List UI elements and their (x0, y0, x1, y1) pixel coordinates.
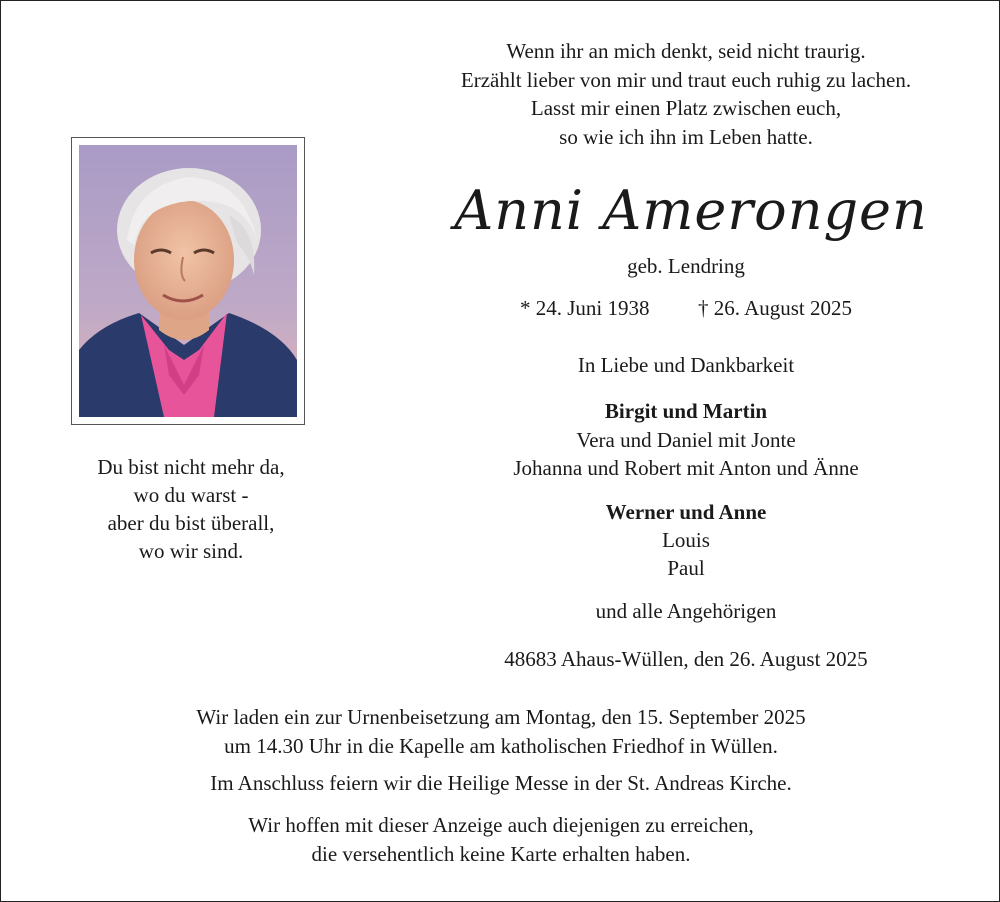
other-relatives: und alle Angehörigen (595, 599, 777, 623)
top-poem-line: so wie ich ihn im Leben hatte. (559, 124, 813, 149)
top-poem-line: Wenn ihr an mich denkt, seid nicht traurig. (506, 39, 866, 63)
portrait-illustration (79, 145, 297, 417)
portrait-photo (79, 145, 297, 417)
left-poem-line: Du bist nicht mehr da, (97, 455, 285, 479)
death-date: † 26. August 2025 (698, 296, 853, 320)
burial-notice-line: um 14.30 Uhr in die Kapelle am katholischen Friedhof in Wüllen. (224, 734, 778, 758)
family2-head: Werner und Anne (605, 500, 767, 524)
mass-notice: Im Anschluss feiern wir die Heilige Messe in der St. Andreas Kirche. (210, 771, 792, 795)
family2-member: Louis (662, 528, 710, 552)
reach-notice (41, 811, 961, 869)
maiden-name: geb. Lendring (627, 254, 745, 278)
life-dates (391, 296, 981, 321)
family2-member: Paul (667, 556, 705, 580)
deceased-name-text: Anni Amerongen (454, 179, 928, 242)
reach-notice-line: Wir hoffen mit dieser Anzeige auch diejenigen zu erreichen, (248, 813, 754, 837)
top-poem-line: Lasst mir einen Platz zwischen euch, (530, 96, 842, 120)
left-poem-line: aber du bist überall, (107, 511, 275, 535)
top-poem (391, 37, 981, 151)
deceased-name (431, 171, 951, 251)
family1-member: Johanna und Robert mit Anton und Änne (513, 456, 859, 480)
left-poem-line: wo wir sind. (138, 539, 244, 563)
birth-date: * 24. Juni 1938 (519, 296, 650, 320)
mourners-intro: In Liebe und Dankbarkeit (577, 353, 795, 377)
portrait-frame (71, 137, 305, 425)
reach-notice-line: die versehentlich keine Karte erhalten haben. (311, 842, 691, 866)
left-poem-line: wo du warst - (133, 483, 249, 507)
left-poem (41, 453, 341, 565)
burial-notice (41, 703, 961, 761)
family1-member: Vera und Daniel mit Jonte (576, 428, 796, 452)
top-poem-line: Erzählt lieber von mir und traut euch ruhig zu lachen. (460, 67, 912, 92)
place-date: 48683 Ahaus-Wüllen, den 26. August 2025 (504, 647, 868, 671)
family1-head: Birgit und Martin (604, 399, 768, 423)
burial-notice-line: Wir laden ein zur Urnenbeisetzung am Montag, den 15. September 2025 (196, 705, 806, 729)
